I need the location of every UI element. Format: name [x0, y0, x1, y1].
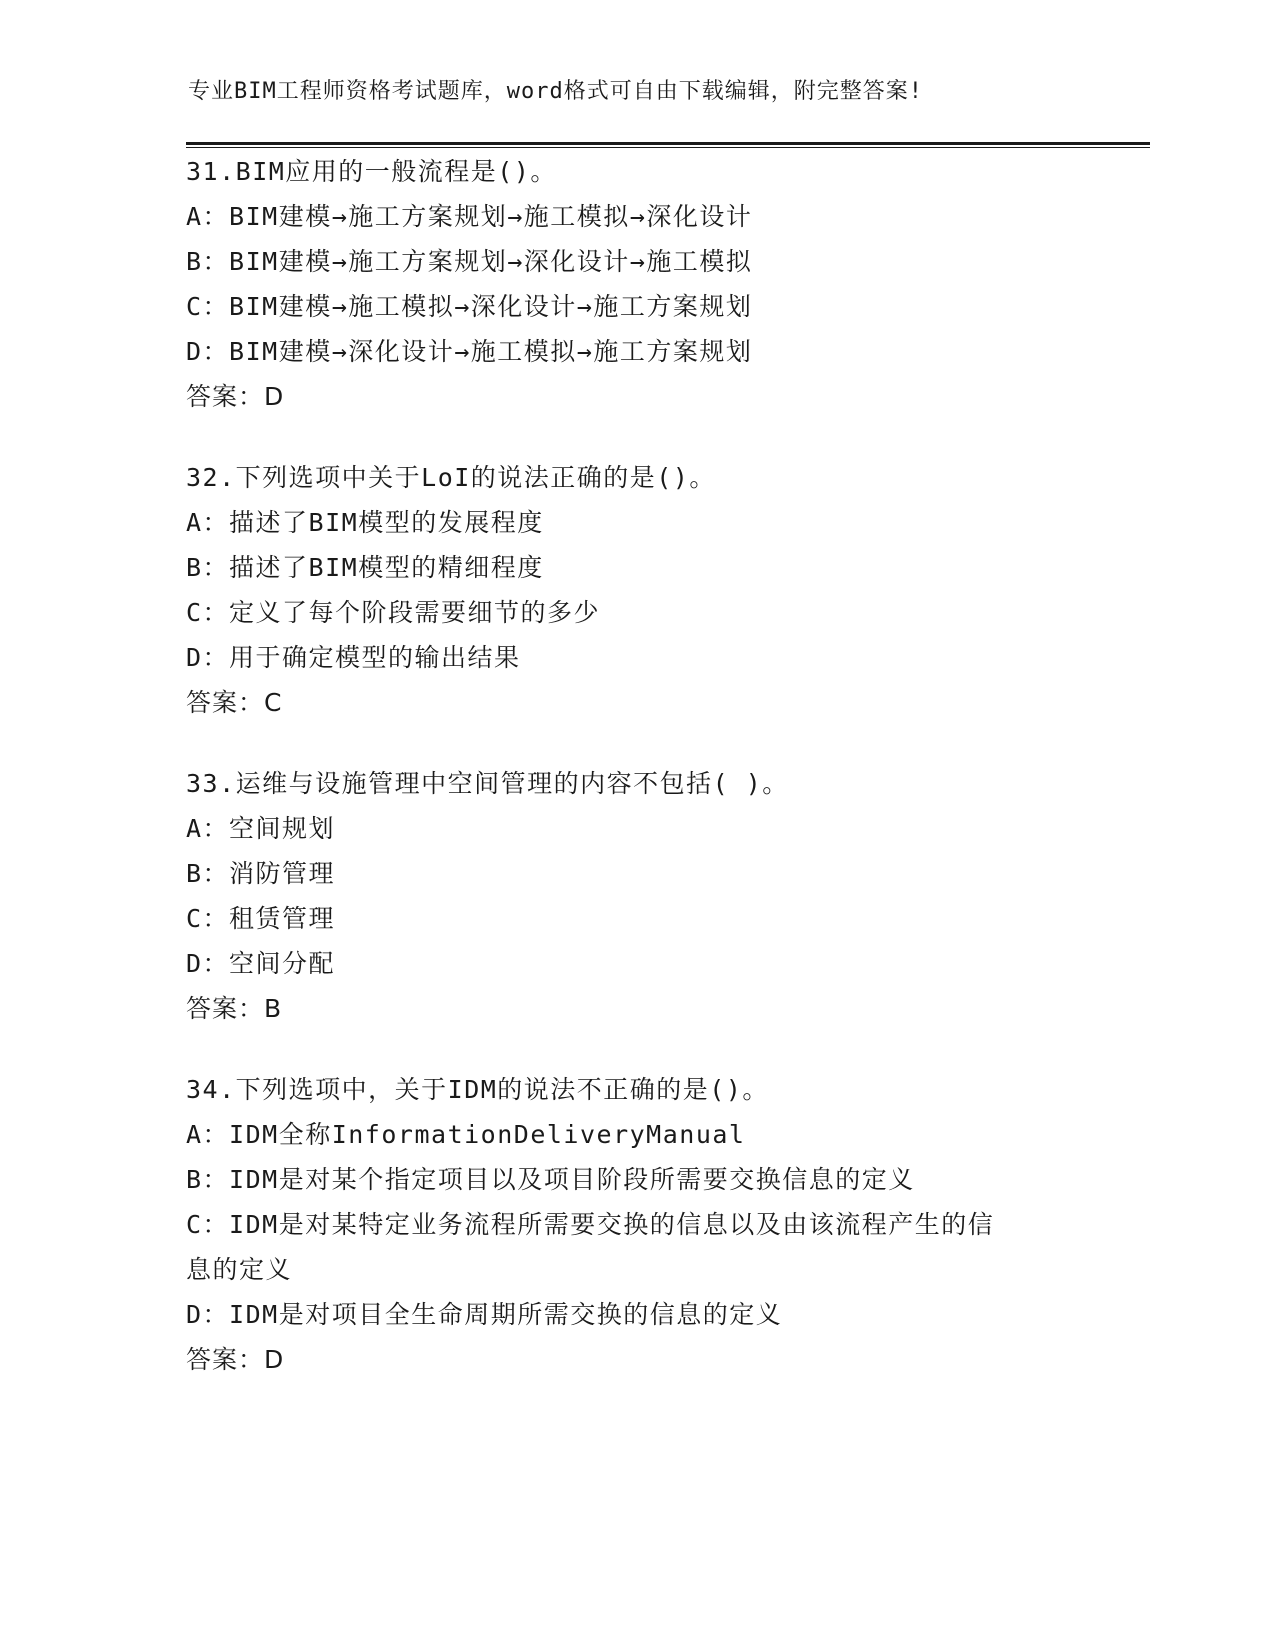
- option-c: C：租赁管理: [186, 904, 336, 933]
- option-b: B：BIM建模→施工方案规划→深化设计→施工模拟: [186, 247, 753, 276]
- page-header: 专业BIM工程师资格考试题库，word格式可自由下载编辑，附完整答案!: [188, 79, 923, 104]
- option-a: A：BIM建模→施工方案规划→施工模拟→深化设计: [186, 202, 753, 231]
- question-34: [186, 1067, 1086, 1382]
- answer-value: D: [264, 1345, 285, 1374]
- option-a: A：空间规划: [186, 814, 336, 843]
- option-a: A：IDM全称InformationDeliveryManual: [186, 1120, 746, 1149]
- header-divider: [186, 142, 1150, 149]
- option-c: C：BIM建模→施工模拟→深化设计→施工方案规划: [186, 292, 753, 321]
- question-stem: 34.下列选项中，关于IDM的说法不正确的是()。: [186, 1075, 769, 1104]
- option-c: C：定义了每个阶段需要细节的多少: [186, 598, 601, 627]
- answer-line: [186, 1337, 1086, 1382]
- question-31: [186, 149, 1086, 419]
- option-b: B：IDM是对某个指定项目以及项目阶段所需要交换信息的定义: [186, 1165, 915, 1194]
- answer-line: [186, 986, 1086, 1031]
- option-b: B：消防管理: [186, 859, 336, 888]
- question-stem: 32.下列选项中关于LoI的说法正确的是()。: [186, 463, 716, 492]
- divider-thin-line: [186, 147, 1150, 148]
- answer-value: B: [264, 994, 283, 1023]
- answer-value: D: [264, 382, 285, 411]
- option-c-continued: 息的定义: [186, 1255, 293, 1284]
- divider-thick-line: [186, 142, 1150, 145]
- answer-line: [186, 680, 1086, 725]
- question-stem: 31.BIM应用的一般流程是()。: [186, 157, 557, 186]
- answer-label: 答案：: [186, 688, 265, 717]
- option-d: D：用于确定模型的输出结果: [186, 643, 521, 672]
- answer-label: 答案：: [186, 1345, 265, 1374]
- question-32: [186, 455, 1086, 725]
- answer-value: C: [264, 688, 283, 717]
- answer-label: 答案：: [186, 994, 265, 1023]
- option-c: C：IDM是对某特定业务流程所需要交换的信息以及由该流程产生的信: [186, 1210, 995, 1239]
- answer-label: 答案：: [186, 382, 265, 411]
- option-d: D：IDM是对项目全生命周期所需交换的信息的定义: [186, 1300, 783, 1329]
- option-d: D：空间分配: [186, 949, 336, 978]
- option-a: A：描述了BIM模型的发展程度: [186, 508, 544, 537]
- question-stem: 33.运维与设施管理中空间管理的内容不包括( )。: [186, 769, 789, 798]
- option-b: B：描述了BIM模型的精细程度: [186, 553, 544, 582]
- question-33: [186, 761, 1086, 1031]
- answer-line: [186, 374, 1086, 419]
- option-d: D：BIM建模→深化设计→施工模拟→施工方案规划: [186, 337, 753, 366]
